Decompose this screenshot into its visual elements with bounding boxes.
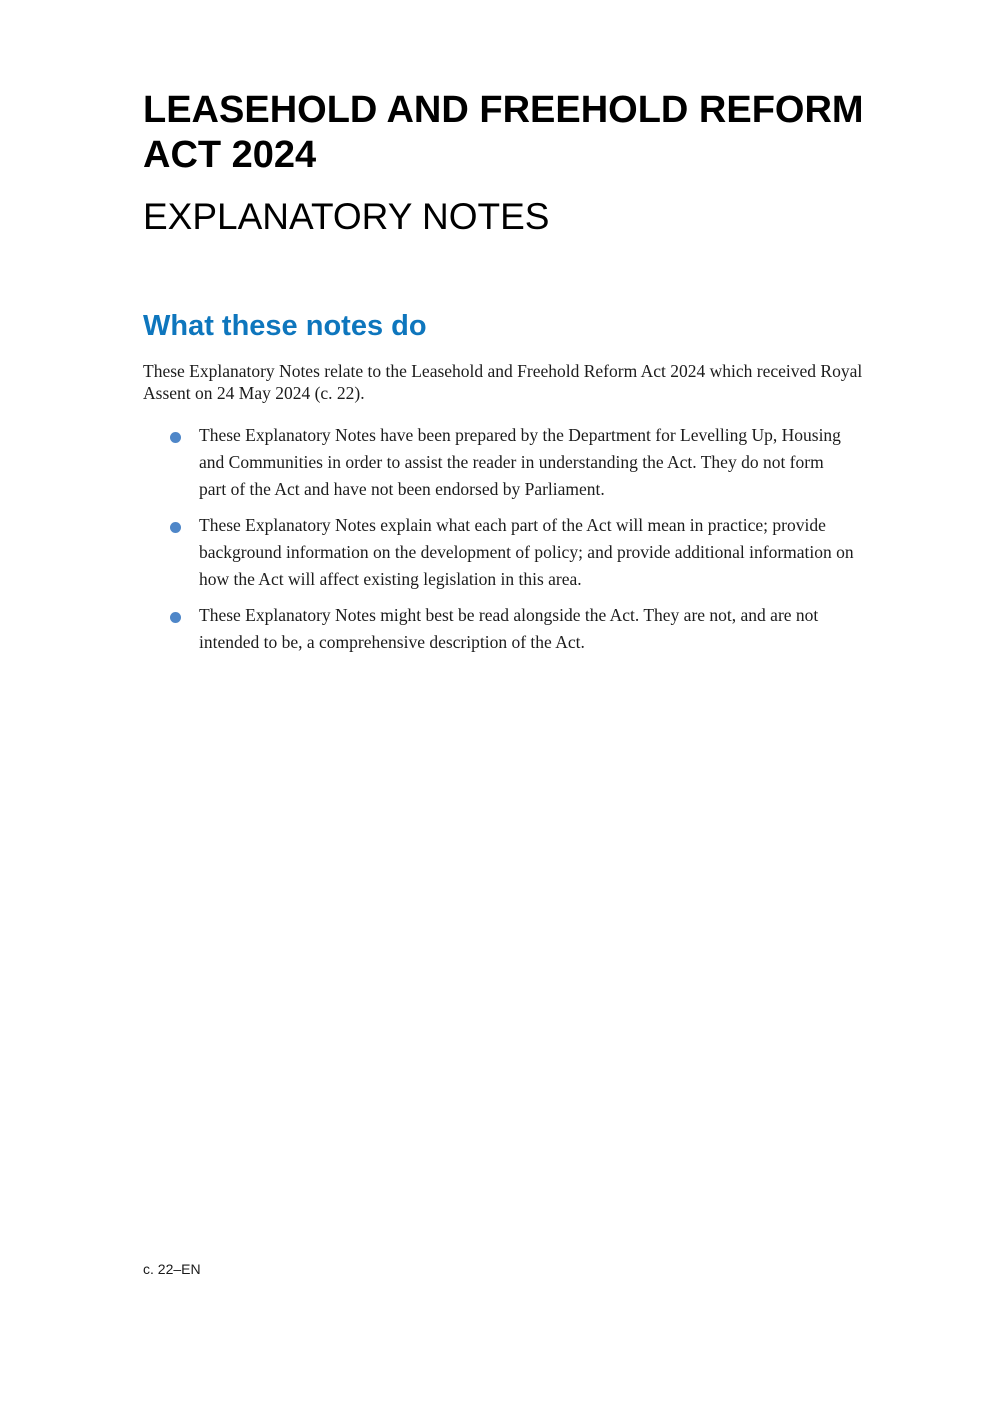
bullet-text: These Explanatory Notes have been prepared by the Department for Levelling Up, Housing and Communities in order to assist the reader in understanding the Act. They do not form part of the Act and have not been endorsed by Parliament. <box>199 425 841 499</box>
list-item <box>143 602 905 656</box>
act-title: LEASEHOLD AND FREEHOLD REFORM ACT 2024 <box>143 89 864 176</box>
list-item <box>143 422 905 503</box>
doc-subtitle: EXPLANATORY NOTES <box>143 196 550 237</box>
bullet-icon <box>170 522 181 533</box>
page-footer: c. 22–EN <box>143 1261 201 1277</box>
section-heading: What these notes do <box>143 310 427 342</box>
bullet-icon <box>170 612 181 623</box>
bullet-text: These Explanatory Notes might best be read alongside the Act. They are not, and are not intended to be, a comprehensive description of the Act. <box>199 605 819 652</box>
bullet-text: These Explanatory Notes explain what each part of the Act will mean in practice; provide background information on the development of policy; and provide additional information on how the Act will affect existing legislation in this area. <box>199 515 854 589</box>
notes-bullet-list <box>143 422 905 656</box>
intro-paragraph: These Explanatory Notes relate to the Leasehold and Freehold Reform Act 2024 which received Royal Assent on 24 May 2024 (c. 22). <box>143 361 863 403</box>
page-content <box>0 0 991 656</box>
bullet-icon <box>170 432 181 443</box>
list-item <box>143 512 905 593</box>
